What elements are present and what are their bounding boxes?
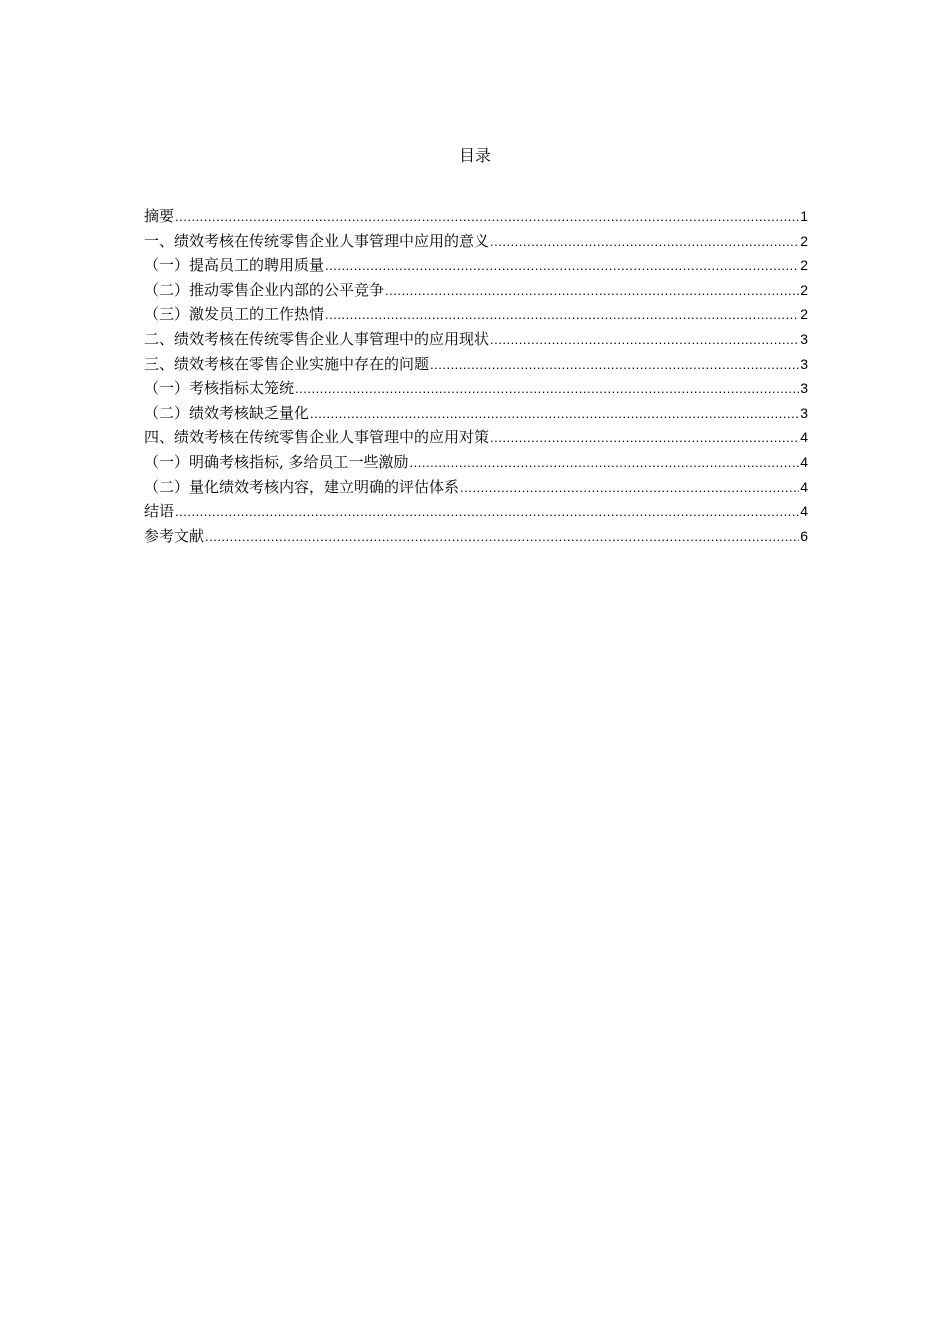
toc-entry-page-number: 4 — [800, 453, 808, 470]
toc-entry-page-number: 2 — [800, 232, 808, 249]
toc-entry-page-number: 4 — [800, 503, 808, 520]
toc-entry-label: （一）明确考核指标, 多给员工一些激励 — [144, 452, 409, 471]
toc-entry-page-number: 1 — [800, 208, 808, 224]
dot-leader — [325, 254, 799, 279]
toc-entry-label: （二）绩效考核缺乏量化 — [144, 403, 310, 422]
dot-leader — [325, 303, 799, 328]
toc-entry-label: 参考文献 — [144, 526, 205, 545]
toc-entry-label: 摘要 — [144, 207, 175, 225]
table-of-contents — [144, 204, 808, 548]
toc-title: 目录 — [458, 146, 491, 165]
dot-leader — [460, 476, 799, 501]
dot-leader — [490, 426, 799, 451]
toc-entry-conclusion[interactable] — [144, 499, 808, 524]
toc-entry-section-1-3[interactable] — [144, 302, 808, 327]
toc-entry-label: 结语 — [144, 502, 175, 521]
toc-entry-section-1[interactable] — [144, 229, 808, 254]
dot-leader — [410, 451, 800, 476]
toc-entry-references[interactable] — [144, 524, 808, 549]
toc-entry-section-4-1[interactable] — [144, 450, 808, 475]
toc-entry-section-3-2[interactable] — [144, 401, 808, 426]
dot-leader — [430, 353, 799, 378]
toc-entry-section-3[interactable] — [144, 352, 808, 377]
dot-leader — [490, 230, 799, 255]
toc-entry-page-number: 3 — [800, 404, 808, 421]
toc-entry-label: 三、绩效考核在零售企业实施中存在的问题 — [144, 354, 430, 373]
toc-entry-page-number: 3 — [800, 380, 808, 397]
dot-leader — [490, 328, 799, 353]
toc-entry-page-number: 3 — [800, 330, 808, 347]
toc-entry-label: 一、绩效考核在传统零售企业人事管理中应用的意义 — [144, 231, 490, 250]
dot-leader — [175, 500, 799, 525]
toc-entry-section-4-2[interactable] — [144, 475, 808, 500]
toc-entry-label: 四、绩效考核在传统零售企业人事管理中的应用对策 — [144, 428, 490, 447]
toc-entry-label: （二）量化绩效考核内容，建立明确的评估体系 — [144, 477, 460, 496]
toc-entry-abstract[interactable] — [144, 204, 808, 229]
toc-entry-label: 二、绩效考核在传统零售企业人事管理中的应用现状 — [144, 329, 490, 348]
toc-entry-label: （一）考核指标太笼统 — [144, 379, 295, 398]
toc-entry-section-1-2[interactable] — [144, 278, 808, 303]
dot-leader — [205, 525, 799, 550]
toc-entry-label: （二）推动零售企业内部的公平竞争 — [144, 280, 385, 299]
toc-entry-page-number: 4 — [800, 429, 808, 446]
toc-entry-page-number: 4 — [800, 478, 808, 495]
dot-leader — [310, 402, 799, 427]
toc-entry-label: （三）激发员工的工作热情 — [144, 305, 325, 324]
toc-entry-page-number: 6 — [800, 527, 808, 544]
dot-leader — [295, 377, 799, 402]
toc-entry-section-1-1[interactable] — [144, 253, 808, 278]
toc-entry-section-4[interactable] — [144, 425, 808, 450]
toc-entry-section-2[interactable] — [144, 327, 808, 352]
toc-entry-page-number: 2 — [800, 281, 808, 298]
toc-entry-label: （一）提高员工的聘用质量 — [144, 256, 325, 275]
toc-entry-page-number: 2 — [800, 257, 808, 274]
toc-entry-section-3-1[interactable] — [144, 376, 808, 401]
toc-entry-page-number: 2 — [800, 306, 808, 323]
dot-leader — [175, 205, 799, 230]
dot-leader — [385, 279, 799, 304]
toc-entry-page-number: 3 — [800, 355, 808, 372]
